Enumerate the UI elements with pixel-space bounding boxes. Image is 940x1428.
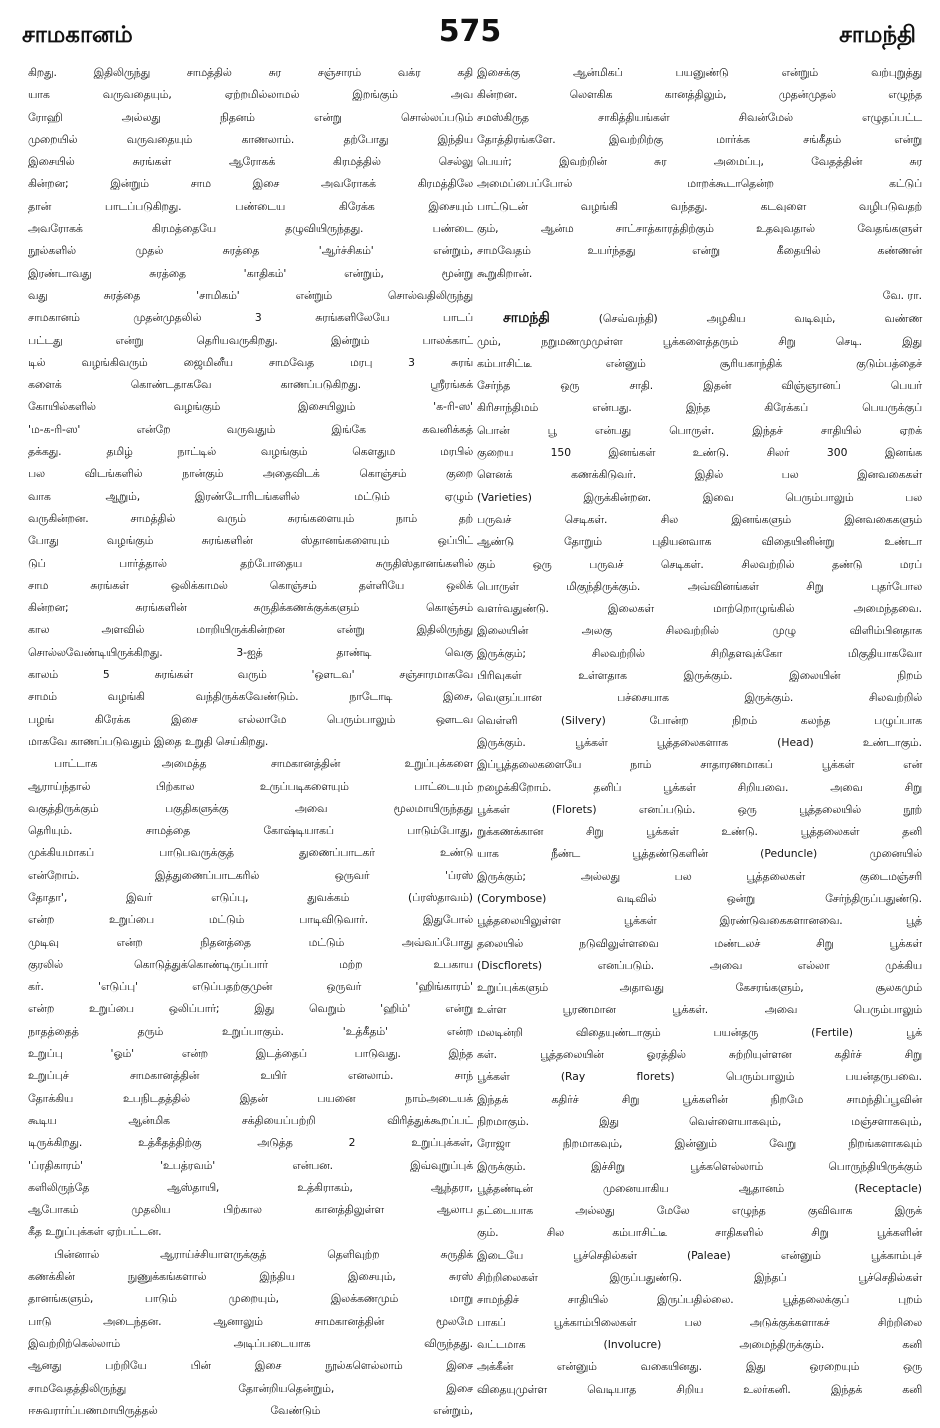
text-line: பாட்டாக அமைத்த சாமகானத்தின் உறுப்புக்களை — [54, 757, 473, 771]
text-line: குறைய 150 இனங்கள் உண்டு. சிலர் 300 இனங்க — [477, 446, 922, 460]
text-line: தட்டையாக அல்லது மேலே எழுந்த குவிவாக இருக் — [477, 1204, 922, 1218]
text-line: பெயர்; இவற்றின் சுர அமைப்பு, வேதத்தின் சுர — [477, 155, 922, 169]
text-line: பூத்தலையிலுள்ள பூக்கள் இரண்டுவகைகளானவை. பூத் — [477, 914, 922, 928]
text-line: சொல்லவேண்டியிருக்கிறது. 3-ஐத் தாண்டி வெகு — [28, 645, 473, 659]
text-line: என்ற உறுப்பை ஒலிப்பார்; இது வெறும் 'ஹிம்' என்று — [28, 1002, 473, 1016]
text-line: கின்றன; சுரங்களின் சுருதிக்கணக்குக்களும் கொஞ்சம் — [28, 601, 473, 615]
text-line: முடிவு என்ற நிதனத்தை மட்டும் அவ்வப்போது — [28, 935, 473, 949]
text-line: 'ப்ரதிகாரம்' 'உபத்ரவம்' என்பன. இவ்வுறுப்புக் — [28, 1158, 473, 1172]
right-column — [477, 62, 922, 1398]
page-number: 575 — [438, 14, 502, 49]
text-line: ஈசுவரார்ப்பணமாயிருத்தல் வேண்டும் என்றும், — [28, 1403, 473, 1417]
text-line: அவரோகக் கிரமத்தையே தழுவியிருந்தது. பண்டை — [28, 222, 473, 236]
text-line: பின்னால் ஆராய்ச்சியாளருக்குத் தெளிவுற்ற சுருதிக் — [54, 1247, 473, 1261]
text-line: உள்ள பூரணமான பூக்கள். அவை பெரும்பாலும் — [477, 1003, 922, 1017]
text-line: இசையில் சுரங்கள் ஆரோகக் கிரமத்தில் செல்லு — [28, 155, 473, 169]
text-line: கள். பூத்தலையின் ஓரத்தில் சுற்றியுள்ளன கதிர்ச் சிறு — [477, 1048, 922, 1062]
text-line: யாக நீண்ட பூத்தண்டுகளின் (Peduncle) முனையில் — [477, 847, 922, 861]
text-line: உறுப்பு 'ஓம்' என்ற இடத்தைப் பாடுவது. இந்த — [28, 1047, 473, 1061]
text-line: சாமகானம் முதன்முதலில் 3 சுரங்களிலேயே பாடப் — [28, 311, 473, 325]
text-line: முறையில் வருவதையும் காணலாம். தற்போது இந்திய — [28, 132, 473, 146]
text-line: ஆராய்ந்தால் பிற்கால உருப்படிகளையும் பாட்டையும் — [28, 779, 473, 793]
text-line: கம்பாசிட்டீ என்னும் சூரியகாந்திக் குடும்பத்தைச் — [477, 356, 922, 370]
text-line: கின்றன. லௌகிக கானத்திலும், முதன்முதல் எழுந்த — [477, 88, 922, 102]
text-line: இவற்றிற்கெல்லாம் அடிப்படையாக விருந்தது. — [28, 1336, 473, 1350]
text-line: கிரிசாந்திமம் என்பது. இந்த கிரேக்கப் பெயருக்குப் — [477, 401, 922, 415]
text-line: வது சுரத்தை 'சாமிகம்' என்றும் சொல்வதிலிருந்து — [28, 288, 473, 302]
text-line: பூத்தண்டின் முனையாகிய ஆதானம் (Receptacle) — [477, 1181, 922, 1195]
text-line: தோதா', இவர் எடுப்பு, துவக்கம் (ப்ரஸ்தாவம்) — [28, 890, 473, 904]
left-column — [28, 62, 473, 1417]
entry-first-line — [477, 307, 922, 330]
text-line: கர். 'எடுப்பு' எடுப்பதற்குமுன் ஒருவர் 'ஹிங்காரம்' — [28, 980, 473, 994]
text-line: நாதத்தைத் தரும் உறுப்பாகும். 'உத்கீதம்' என்ற — [28, 1024, 473, 1038]
text-line: போது வழங்கும் சுரங்களின் ஸ்தானங்களையும் ஒப்பிட் — [28, 534, 473, 548]
text-line: இந்தக் கதிர்ச் சிறு பூக்களின் நிறமே சாமந்திப்பூவின் — [477, 1092, 922, 1106]
text-line: சாம சுரங்கள் ஒலிக்காமல் கொஞ்சம் தள்ளியே ஒலிக் — [28, 578, 473, 592]
text-line: கும், ஆன்ம சாட்சாத்காரத்திற்கும் உதவுவதால் வேதங்களுள் — [477, 222, 922, 236]
text-line: (Discflorets) எனப்படும். அவை எல்லா முக்கிய — [477, 958, 922, 972]
running-head-right: சாமந்தி — [839, 22, 916, 48]
text-line: கிறது. இதிலிருந்து சாமத்தில் சுர சஞ்சாரம் வக்ர கதி — [28, 66, 473, 79]
text-line: சாமந்திச் சாதியில் இருப்பதில்லை. பூத்தலைக்குப் புறம் — [477, 1293, 922, 1307]
text-line: இலையின் அலகு சிலவற்றில் முழு விளிம்பினதாக — [477, 624, 922, 638]
text-line: ரோஜா நிறமாகவும், இன்னும் வேறு நிறங்களாகவும் — [477, 1137, 922, 1151]
text-line: பழங் கிரேக்க இசை எல்லாமே பெரும்பாலும் ஔடவ — [28, 712, 473, 726]
text-line: டில் வழங்கிவரும் ஜைமினீய சாமவேத மரபு 3 சுரங் — [28, 355, 473, 369]
text-line: இப்பூத்தலைகளையே நாம் சாதாரணமாகப் பூக்கள் என் — [477, 758, 922, 772]
text-line: யாக வருவதையும், ஏற்றமில்லாமல் இறங்கும் அவ — [28, 88, 473, 102]
text-line: களிலிருந்தே ஆஸ்தாயி, உத்கிராகம், ஆந்தரா, — [28, 1180, 473, 1194]
text-line: சமஸ்கிருத சாகித்தியங்கள் சிவன்மேல் எழுதப்பட்ட — [477, 110, 922, 124]
author-signature: வே. ரா. — [882, 288, 922, 302]
text-line: இசைக்கு ஆன்மிகப் பயனுண்டு என்றும் வற்புறுத்து — [477, 66, 922, 79]
text-line: இருக்கும். பூக்கள் பூத்தலைகளாக (Head) உண்டாகும். — [477, 735, 922, 749]
text-line: கீத உறுப்புக்கள் ஏற்பட்டன. — [28, 1225, 162, 1239]
text-line: என்றோம். இத்துணைப்பாடகரில் ஒருவர் 'ப்ரஸ் — [28, 868, 473, 882]
text-line: (Varieties) இருக்கின்றன. இவை பெரும்பாலும் பல — [477, 490, 922, 504]
text-line: ஆனது பற்றியே பின் இசை நூல்களெல்லாம் இசை — [28, 1359, 473, 1373]
text-line: சாமம் வழங்கி வந்திருக்கவேண்டும். நாடோடி இசை, — [28, 690, 473, 704]
text-line: பட்டது என்று தெரியவருகிறது. இன்றும் பாலக்காட் — [28, 333, 473, 347]
text-line: உறுப்புக்களும் அதாவது கேசரங்களும், சூலகமும் — [477, 981, 922, 995]
text-line: பாடு அடைந்தன. ஆனாலும் சாமகானத்தின் மூலமே — [28, 1314, 473, 1328]
text-line: கூறுகிறான். — [477, 266, 533, 280]
text-line: தோக்கிய உபநிடதத்தில் இதன் பயனை நாம்அடையக் — [28, 1091, 473, 1105]
text-line: ரோஹி அல்லது நிதனம் என்று சொல்லப்படும் — [28, 110, 473, 124]
text-line: மாகவே காணப்படுவதும் இதை உறுதி செய்கிறது. — [28, 734, 269, 748]
text-line: பூக்கள் (Florets) எனப்படும். ஒரு பூத்தலையில் நூற் — [477, 802, 922, 816]
page-header — [0, 0, 940, 58]
text-line: றழைக்கிறோம். தனிப் பூக்கள் சிறியவை. அவை சிறு — [477, 780, 922, 794]
text-line: மும், நறுமணமுமுள்ள பூக்களைத்தரும் சிறு செடி. இது — [477, 334, 922, 348]
text-line: சேர்ந்த ஒரு சாதி. இதன் விஞ்ஞானப் பெயர் — [477, 379, 922, 393]
text-line: கும் ஒரு பருவச் செடிகள். சிலவற்றில் தண்டு மரப் — [477, 557, 922, 571]
text-line: அமைப்பைப்போல் மாறக்கூடாதென்ற கட்டுப் — [477, 177, 922, 191]
text-line: இருக்கும்; அல்லது பல பூத்தலைகள் குடைமஞ்சரி — [477, 869, 922, 883]
text-line: வகுத்திருக்கும் பகுதிகளுக்கு அவை மூலமாயிருந்தது — [28, 801, 473, 815]
running-head-left: சாமகானம் — [22, 22, 133, 48]
text-line: பிரிவுகள் உள்ளதாக இருக்கும். இலையின் நிறம் — [477, 669, 922, 683]
text-line: இடையே பூச்செதில்கள் (Paleae) என்னும் பூக்காம்புச் — [477, 1248, 922, 1262]
text-line: சிற்றிலைகள் இருப்பதுண்டு. இந்தப் பூச்செதில்கள் — [477, 1271, 922, 1285]
text-line: ஆண்டு தோறும் புதியனவாக விதையினின்று உண்டா — [477, 535, 922, 549]
entry-headword: சாமந்தி — [503, 310, 550, 327]
text-line: நிறமாகும். இது வெள்ளையாகவும், மஞ்சளாகவும், — [477, 1114, 922, 1128]
text-line: உறுப்புச் சாமகானத்தின் உயிர் எனலாம். சாந் — [28, 1069, 473, 1083]
text-line: பொருள் மிகுந்திருக்கும். அவ்வினங்கள் சிறு புதர்போல — [477, 579, 922, 593]
text-line: தான் பாடப்படுகிறது. பண்டைய கிரேக்க இசையும் — [28, 199, 473, 213]
text-line: கூடிய ஆன்மிக சக்தியைப்பற்றி விரித்துக்கூறப்பட் — [28, 1113, 473, 1127]
text-line: பருவச் செடிகள். சில இனங்களும் இனவகைகளும் — [477, 512, 922, 526]
text-line: கோயில்களில் வழங்கும் இசையிலும் 'க-ரி-ஸ' — [28, 400, 473, 414]
text-line: தெரியும். சாமத்தை கோஷ்டியாகப் பாடும்போது, — [28, 824, 473, 838]
text-line: வளர்வதுண்டு. இலைகள் மாற்றொழுங்கில் அமைந்தவை. — [477, 602, 922, 616]
text-line: கணக்கின் நுணுக்கங்களால் இந்திய இசையும், சுரஸ் — [28, 1270, 473, 1284]
text-line: விதையுமுள்ள வெடியாத சிறிய உலர்கனி. இந்தக் கனி — [477, 1382, 922, 1396]
text-line: தானங்களும், பாடும் முறையும், இலக்கணமும் மாறு — [28, 1292, 473, 1306]
text-line: பல விடங்களில் நான்கும் அதைவிடக் கொஞ்சம் குறை — [28, 467, 473, 481]
text-line: என்ற உறுப்பை மட்டும் பாடிவிடுவார். இதுபோல் — [28, 913, 473, 927]
text-line: கின்றன; இன்றும் சாம இசை அவரோகக் கிரமத்திலே — [28, 177, 473, 191]
text-line: களைக் கொண்டதாகவே காணப்படுகிறது. ஸ்ரீரங்கக் — [28, 378, 473, 392]
text-line: சாமவேதத்திலிருந்து தோன்றியதென்றும், இசை — [28, 1381, 473, 1395]
text-line: றுக்கணக்கான சிறு பூக்கள் உண்டு. பூத்தலைகள் தனி — [477, 825, 922, 839]
text-line: வெளுப்பான பச்சையாக இருக்கும். சிலவற்றில் — [477, 691, 922, 705]
text-line: டுப் பார்த்தால் தற்போதைய சுருதிஸ்தானங்களில் — [28, 556, 473, 570]
text-line: வெள்ளி (Silvery) போன்ற நிறம் கலந்த பழுப்பாக — [477, 713, 922, 727]
text-line: கும். சில கம்பாசிட்டீ சாதிகளில் சிறு பூக்களின் — [477, 1226, 922, 1240]
text-line: இரண்டாவது சுரத்தை 'காதிகம்' என்றும், மூன்று — [28, 266, 473, 280]
entry-first-line-text: (செவ்வந்தி) அழகிய வடிவும், வண்ண — [549, 312, 922, 326]
text-line: பூக்கள் (Ray florets) பெரும்பாலும் பயன்தருபவை. — [477, 1070, 922, 1084]
text-line: (Corymbose) வடிவில் ஒன்று சேர்ந்திருப்பதுண்டு. — [477, 891, 922, 905]
text-line: கால அளவில் மாறியிருக்கின்றன என்று இதிலிருந்து — [28, 623, 473, 637]
text-line: மலடின்றி விதையுண்டாகும் பயன்தரு (Fertile) பூக் — [477, 1025, 922, 1039]
text-line: தோத்திரங்களே. இவற்றிற்கு மார்க்க சங்கீதம் என்று — [477, 132, 922, 146]
text-line: நூல்களில் முதல் சுரத்தை 'ஆர்ச்சிகம்' என்றும், — [28, 244, 473, 258]
text-line: பாகப் பூக்காம்பிலைகள் பல அடுக்குக்களாகச் சிற்றிலை — [477, 1315, 922, 1329]
text-line: தலையில் நடுவிலுள்ளவை மண்டலச் சிறு பூக்கள் — [477, 936, 922, 950]
text-line: 'ம-க-ரி-ஸ' என்றே வருவதும் இங்கே கவனிக்கத் — [28, 422, 473, 436]
text-line: ஆபோகம் முதலிய பிற்கால கானத்திலுள்ள ஆலாப — [28, 1203, 473, 1217]
text-line: இருக்கும். இச்சிறு பூக்களெல்லாம் பொருந்தியிருக்கும் — [477, 1159, 922, 1173]
text-line: அக்கீன் என்னும் வகையினது. இது ஒரறையும் ஒரு — [477, 1360, 922, 1374]
text-line: வாக ஆறும், இரண்டோரிடங்களில் மட்டும் ஏழும் — [28, 489, 473, 503]
text-line: குரலில் கொடுத்துக்கொண்டிருப்பார் மற்ற உபகாய — [28, 957, 473, 971]
text-line: ளெனக் கணக்கிடுவர். இதில் பல இனவகைகள் — [477, 468, 922, 482]
text-line: தக்கது. தமிழ் நாட்டில் வழங்கும் கௌதும மரபில் — [28, 445, 473, 459]
text-line: வருகின்றன. சாமத்தில் வரும் சுரங்களையும் நாம் தற் — [28, 511, 473, 525]
text-line: முக்கியமாகப் பாடுபவருக்குத் துணைப்பாடகர் உண்டு — [28, 846, 473, 860]
text-line: காலம் 5 சுரங்கள் வரும் 'ஔடவ' சஞ்சாரமாகவே — [28, 668, 473, 682]
text-line: டிருக்கிறது. உத்கீதத்திற்கு அடுத்த 2 உறுப்புக்கள், — [28, 1136, 473, 1150]
text-line: இருக்கும்; சிலவற்றில் சிறிதளவுக்கோ மிகுதியாகவோ — [477, 646, 922, 660]
text-line: சாமவேதம் உயர்ந்தது என்று கீதையில் கண்ணன் — [477, 244, 922, 258]
text-line: பாட்டுடன் வழங்கி வந்தது. கடவுளை வழிபடுவதற் — [477, 199, 922, 213]
text-line: வட்டமாக (Involucre) அமைந்திருக்கும். கனி — [477, 1337, 922, 1351]
text-line: பொன் பூ என்பது பொருள். இந்தச் சாதியில் ஏறக் — [477, 423, 922, 437]
